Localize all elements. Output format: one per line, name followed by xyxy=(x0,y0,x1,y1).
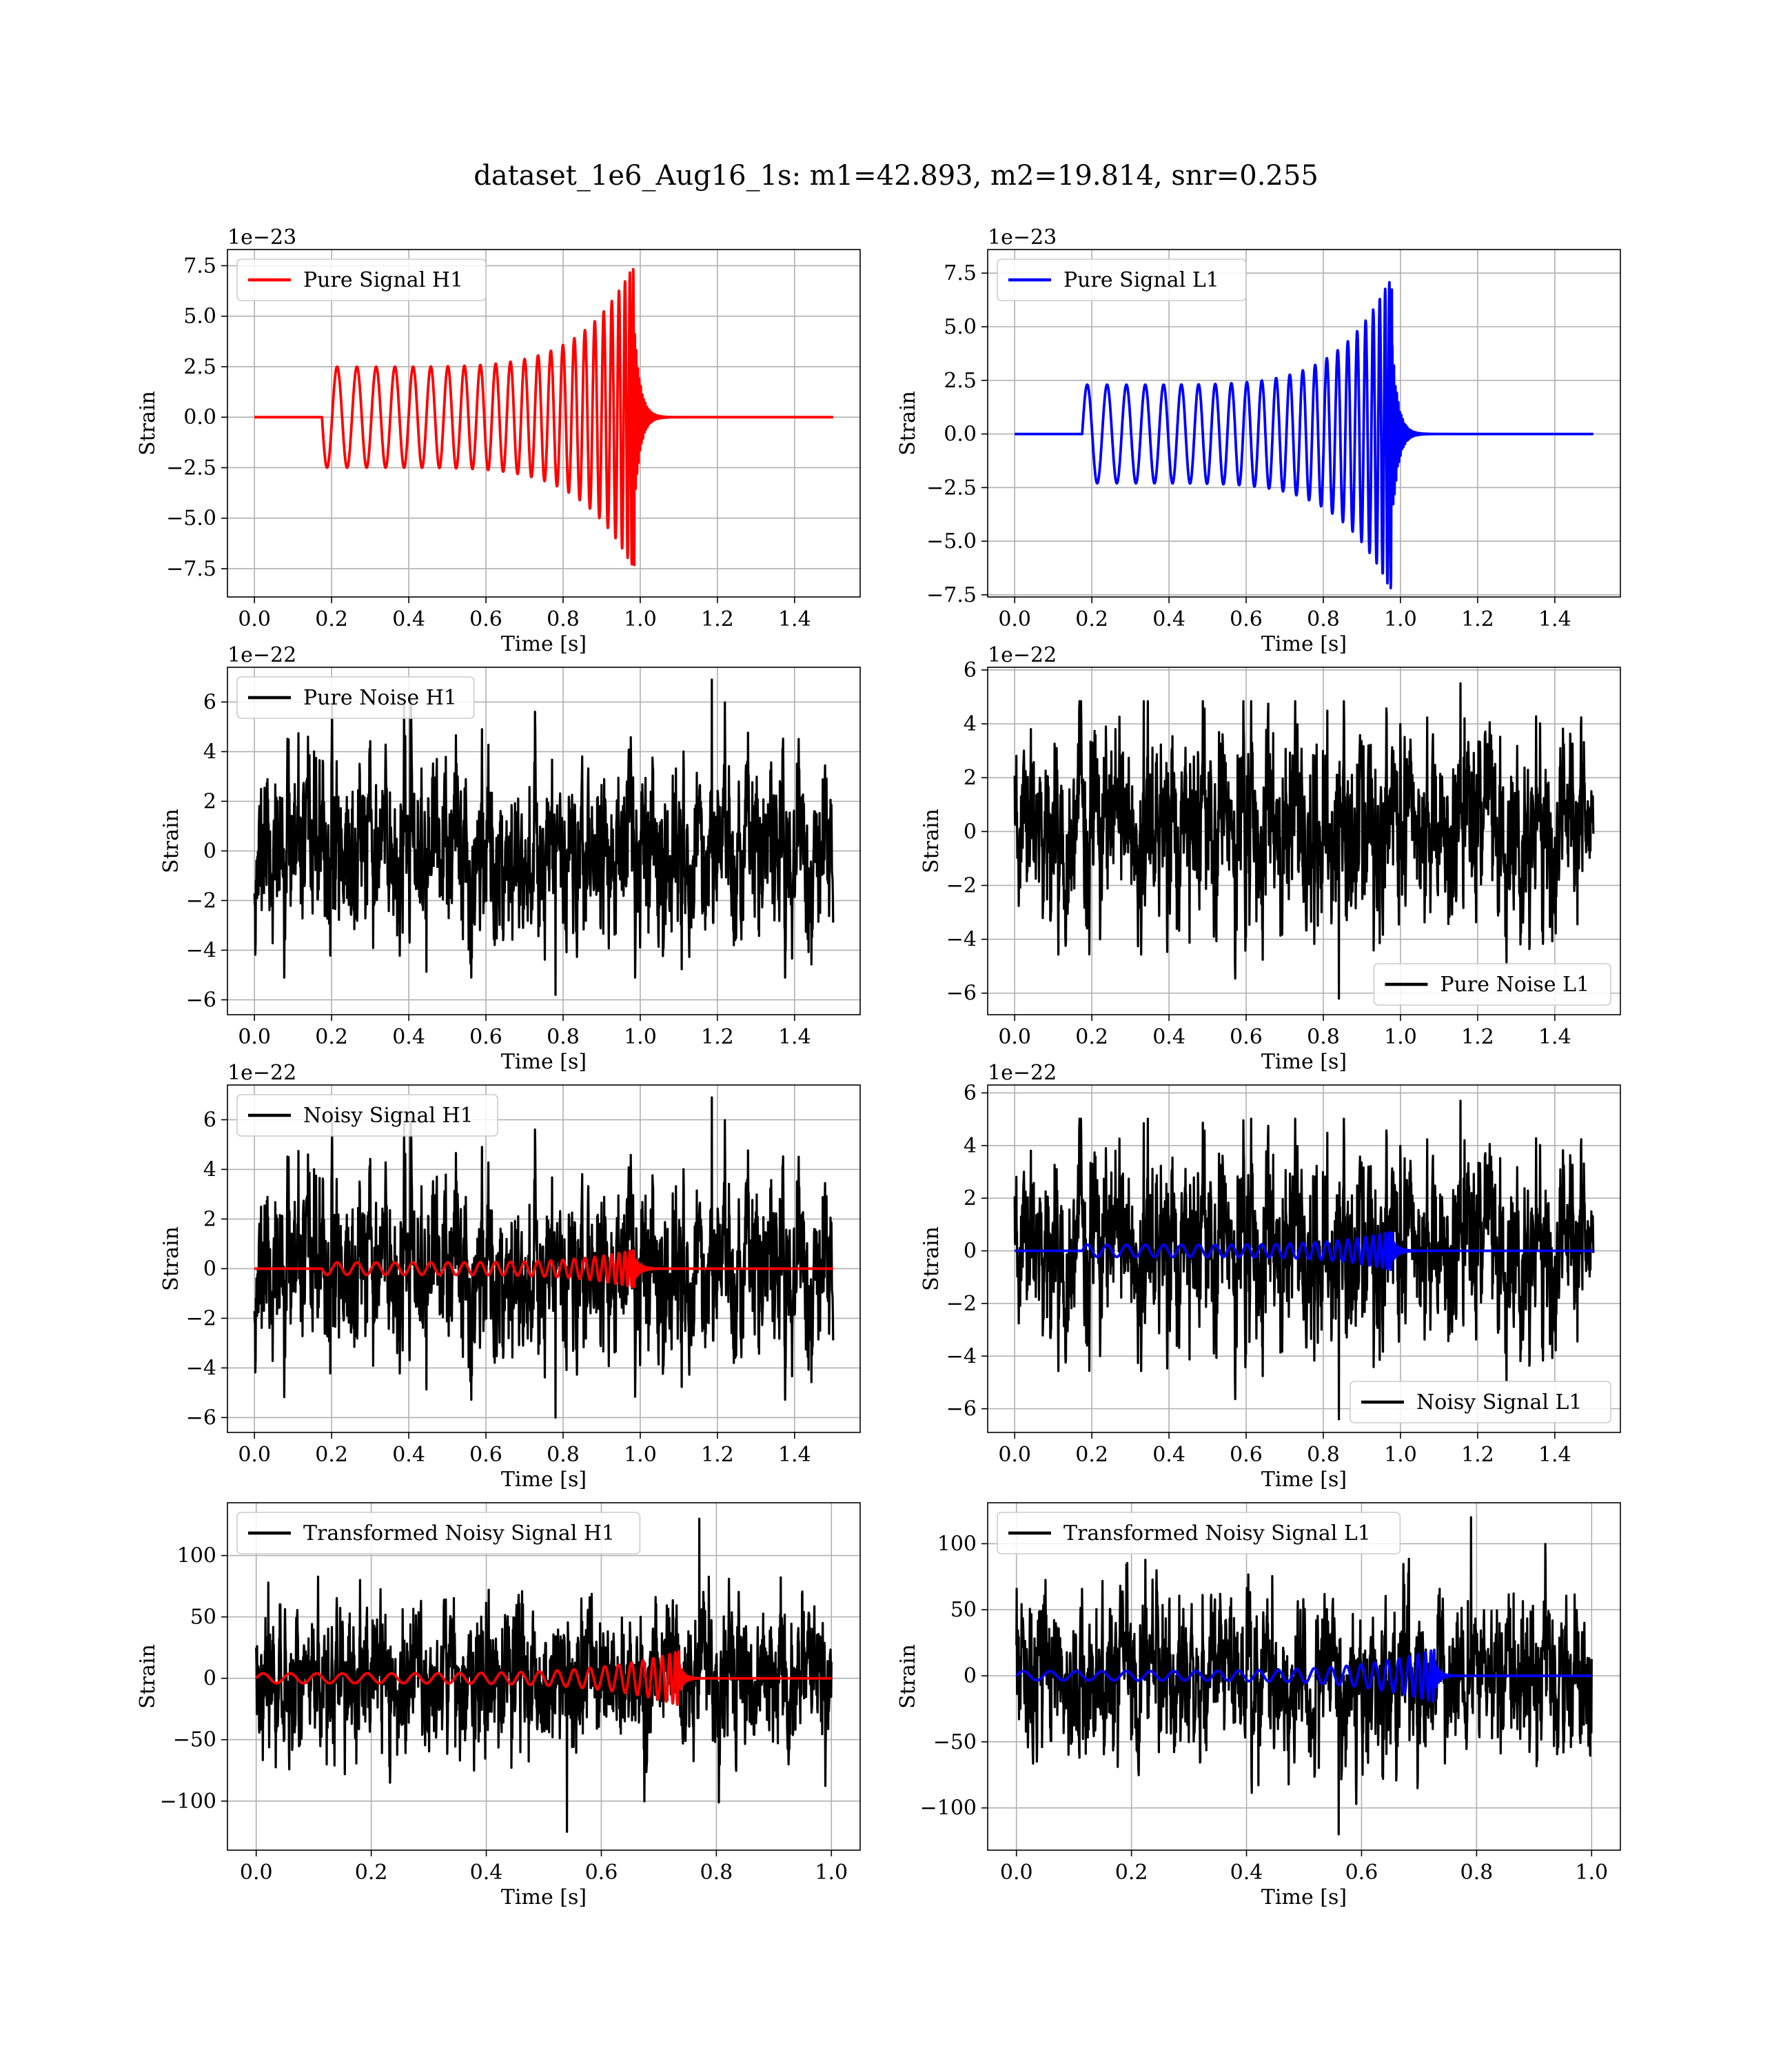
y-tick-label: −2.5 xyxy=(166,456,216,480)
y-tick-label: 100 xyxy=(176,1543,216,1568)
y-tick-label: −7.5 xyxy=(166,556,216,581)
x-tick-label: 0.4 xyxy=(392,607,425,631)
y-tick-label: 0 xyxy=(203,839,216,864)
legend-label: Transformed Noisy Signal L1 xyxy=(1063,1521,1371,1545)
y-tick-label: 5.0 xyxy=(183,304,216,329)
y-axis-label: Strain xyxy=(136,1644,160,1709)
x-tick-label: 0.4 xyxy=(1230,1861,1263,1885)
x-tick-label: 0.0 xyxy=(238,607,272,631)
y-tick-label: 7.5 xyxy=(944,261,977,286)
x-tick-label: 0.8 xyxy=(1307,607,1340,631)
legend-label: Pure Signal L1 xyxy=(1063,268,1219,292)
series-line-1 xyxy=(1015,683,1594,998)
y-tick-label: 0 xyxy=(963,820,977,844)
y-tick-label: −5.0 xyxy=(926,529,977,554)
subplot-8 xyxy=(896,1503,1620,1909)
subplot-7 xyxy=(136,1503,860,1909)
subplot-5 xyxy=(159,1061,860,1492)
y-tick-label: 50 xyxy=(950,1598,977,1623)
y-tick-label: 2 xyxy=(203,1207,216,1232)
y-tick-label: 0 xyxy=(203,1666,216,1691)
y-axis-label: Strain xyxy=(919,809,944,873)
y-tick-label: 4 xyxy=(963,1133,977,1158)
x-tick-label: 0.2 xyxy=(1075,1443,1108,1467)
x-axis-label: Time [s] xyxy=(500,632,587,656)
subplot-4 xyxy=(919,643,1620,1074)
x-tick-label: 0.8 xyxy=(547,1443,580,1467)
x-tick-label: 0.6 xyxy=(469,1443,502,1467)
y-tick-label: 0 xyxy=(963,1664,977,1689)
x-tick-label: 1.0 xyxy=(624,607,657,631)
x-tick-label: 1.2 xyxy=(1461,1443,1494,1467)
x-tick-label: 1.4 xyxy=(1538,607,1571,631)
x-tick-label: 0.0 xyxy=(238,1025,272,1049)
legend xyxy=(237,1512,640,1554)
y-tick-label: 4 xyxy=(203,740,216,764)
x-tick-label: 0.2 xyxy=(315,1025,348,1049)
x-tick-label: 1.2 xyxy=(1461,1025,1494,1049)
y-tick-label: 2 xyxy=(963,766,977,791)
legend-label: Pure Signal H1 xyxy=(303,268,464,292)
x-tick-label: 1.0 xyxy=(1384,607,1417,631)
x-tick-label: 0.6 xyxy=(1230,607,1263,631)
y-tick-label: 0 xyxy=(963,1239,977,1264)
y-tick-label: −6 xyxy=(946,981,977,1006)
series-line-1 xyxy=(254,680,833,995)
y-offset-label: 1e−22 xyxy=(227,643,297,667)
x-tick-label: 0.8 xyxy=(1307,1443,1340,1467)
legend-label: Noisy Signal L1 xyxy=(1416,1390,1582,1415)
y-axis-label: Strain xyxy=(159,1226,183,1291)
x-tick-label: 0.6 xyxy=(1230,1443,1263,1467)
x-tick-label: 0.2 xyxy=(1114,1861,1148,1885)
y-tick-label: −5.0 xyxy=(166,506,216,531)
x-axis-label: Time [s] xyxy=(1261,1468,1347,1492)
y-tick-label: 100 xyxy=(937,1532,977,1557)
x-tick-label: 1.4 xyxy=(777,607,811,631)
x-tick-label: 0.2 xyxy=(1075,607,1108,631)
legend-label: Noisy Signal H1 xyxy=(303,1104,474,1128)
y-offset-label: 1e−23 xyxy=(227,225,297,250)
y-tick-label: 2.5 xyxy=(183,354,216,379)
y-offset-label: 1e−23 xyxy=(988,225,1057,250)
x-tick-label: 0.4 xyxy=(392,1443,425,1467)
figure-suptitle: dataset_1e6_Aug16_1s: m1=42.893, m2=19.814, snr=0.255 xyxy=(474,160,1318,192)
x-tick-label: 0.0 xyxy=(239,1861,273,1885)
legend xyxy=(997,1512,1400,1554)
y-tick-label: −2 xyxy=(185,889,216,913)
y-offset-label: 1e−22 xyxy=(988,1061,1057,1085)
y-tick-label: −4 xyxy=(946,927,977,952)
subplot-2 xyxy=(896,225,1620,656)
x-tick-label: 0.6 xyxy=(1230,1025,1263,1049)
x-tick-label: 1.4 xyxy=(1538,1025,1571,1049)
legend xyxy=(1374,964,1611,1005)
y-tick-label: −50 xyxy=(172,1727,216,1752)
y-tick-label: −4 xyxy=(946,1344,977,1369)
x-tick-label: 1.0 xyxy=(1384,1443,1417,1467)
y-tick-label: −100 xyxy=(159,1789,216,1814)
x-tick-label: 1.0 xyxy=(624,1443,657,1467)
legend xyxy=(237,677,474,718)
legend xyxy=(237,259,486,301)
subplot-3 xyxy=(159,643,860,1074)
y-axis-label: Strain xyxy=(919,1226,944,1291)
x-tick-label: 0.4 xyxy=(1152,1025,1185,1049)
x-tick-label: 1.0 xyxy=(1575,1861,1609,1885)
y-tick-label: −7.5 xyxy=(926,582,977,607)
x-tick-label: 0.6 xyxy=(469,1025,502,1049)
y-tick-label: −2.5 xyxy=(926,476,977,500)
y-axis-label: Strain xyxy=(159,809,183,873)
x-axis-label: Time [s] xyxy=(1261,1885,1347,1909)
x-axis-label: Time [s] xyxy=(500,1885,587,1909)
y-tick-label: −6 xyxy=(185,1406,216,1430)
y-tick-label: 6 xyxy=(203,1108,216,1133)
y-tick-label: 2 xyxy=(963,1186,977,1211)
y-tick-label: −4 xyxy=(185,938,216,963)
x-tick-label: 0.4 xyxy=(469,1861,503,1885)
y-tick-label: 0.0 xyxy=(183,405,216,430)
x-axis-label: Time [s] xyxy=(1261,1050,1347,1074)
y-tick-label: −100 xyxy=(919,1796,977,1821)
legend xyxy=(1350,1381,1611,1423)
y-tick-label: 6 xyxy=(963,1081,977,1106)
y-tick-label: 50 xyxy=(190,1605,216,1630)
x-tick-label: 0.8 xyxy=(547,1025,580,1049)
y-offset-label: 1e−22 xyxy=(988,643,1057,667)
x-tick-label: 0.8 xyxy=(700,1861,733,1885)
x-axis-label: Time [s] xyxy=(500,1050,587,1074)
series-line-1 xyxy=(1015,1101,1594,1419)
x-tick-label: 1.2 xyxy=(701,1443,734,1467)
x-axis-label: Time [s] xyxy=(1261,632,1347,656)
legend xyxy=(237,1095,498,1136)
x-tick-label: 1.4 xyxy=(1538,1443,1571,1467)
legend-label: Pure Noise L1 xyxy=(1440,973,1590,997)
x-tick-label: 0.0 xyxy=(998,1025,1032,1049)
y-tick-label: −2 xyxy=(946,1291,977,1316)
y-tick-label: 0 xyxy=(203,1257,216,1281)
y-offset-label: 1e−22 xyxy=(227,1061,297,1085)
y-tick-label: −4 xyxy=(185,1356,216,1381)
y-tick-label: 2.5 xyxy=(944,368,977,393)
x-tick-label: 1.0 xyxy=(624,1025,657,1049)
x-tick-label: 0.0 xyxy=(999,1861,1033,1885)
y-tick-label: 5.0 xyxy=(944,315,977,339)
y-tick-label: −2 xyxy=(185,1306,216,1331)
x-tick-label: 0.4 xyxy=(1152,607,1185,631)
x-tick-label: 0.2 xyxy=(354,1861,388,1885)
legend xyxy=(997,259,1246,301)
legend-label: Transformed Noisy Signal H1 xyxy=(303,1521,615,1545)
x-tick-label: 0.6 xyxy=(584,1861,618,1885)
series-line-1 xyxy=(254,1097,833,1417)
y-tick-label: 6 xyxy=(203,690,216,715)
x-tick-label: 1.0 xyxy=(1384,1025,1417,1049)
subplot-1 xyxy=(136,225,860,656)
x-tick-label: 1.2 xyxy=(701,607,734,631)
y-tick-label: 2 xyxy=(203,789,216,814)
y-axis-label: Strain xyxy=(136,391,160,456)
y-tick-label: −50 xyxy=(933,1730,977,1754)
x-tick-label: 0.2 xyxy=(315,607,348,631)
y-tick-label: 0.0 xyxy=(944,422,977,447)
subplot-grid xyxy=(136,225,1620,1909)
x-tick-label: 0.0 xyxy=(998,607,1032,631)
y-tick-label: −6 xyxy=(185,988,216,1013)
series-line-1 xyxy=(1015,283,1594,589)
y-tick-label: 6 xyxy=(963,658,977,682)
y-tick-label: 4 xyxy=(203,1157,216,1182)
x-tick-label: 1.4 xyxy=(777,1443,811,1467)
y-tick-label: −2 xyxy=(946,873,977,898)
subplot-6 xyxy=(919,1061,1620,1492)
x-tick-label: 1.0 xyxy=(815,1861,848,1885)
x-tick-label: 0.2 xyxy=(1075,1025,1108,1049)
x-tick-label: 0.4 xyxy=(1152,1443,1185,1467)
y-axis-label: Strain xyxy=(896,1644,920,1709)
x-axis-label: Time [s] xyxy=(500,1468,587,1492)
x-tick-label: 1.2 xyxy=(1461,607,1494,631)
x-tick-label: 0.6 xyxy=(1345,1861,1378,1885)
x-tick-label: 1.2 xyxy=(701,1025,734,1049)
y-axis-label: Strain xyxy=(896,391,920,456)
x-tick-label: 1.4 xyxy=(777,1025,811,1049)
x-tick-label: 0.8 xyxy=(1307,1025,1340,1049)
x-tick-label: 0.2 xyxy=(315,1443,348,1467)
y-tick-label: 7.5 xyxy=(183,254,216,278)
x-tick-label: 0.8 xyxy=(547,607,580,631)
y-tick-label: 4 xyxy=(963,712,977,737)
x-tick-label: 0.8 xyxy=(1460,1861,1494,1885)
x-tick-label: 0.4 xyxy=(392,1025,425,1049)
x-tick-label: 0.0 xyxy=(998,1443,1032,1467)
y-tick-label: −6 xyxy=(946,1397,977,1421)
x-tick-label: 0.6 xyxy=(469,607,502,631)
legend-label: Pure Noise H1 xyxy=(303,686,457,710)
x-tick-label: 0.0 xyxy=(238,1443,272,1467)
